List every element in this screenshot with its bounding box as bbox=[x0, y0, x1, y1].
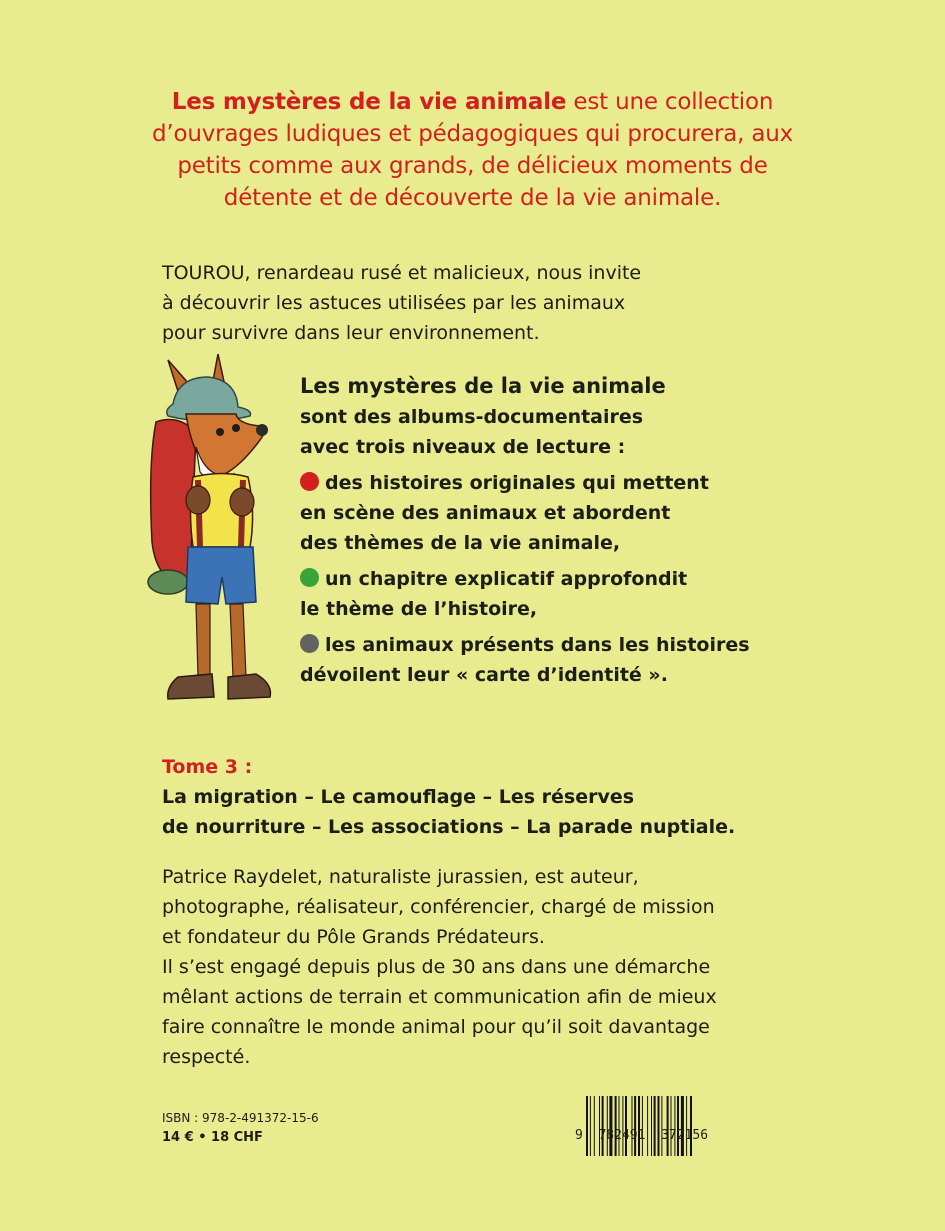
level-text: le thème de l’histoire, bbox=[300, 598, 538, 620]
barcode-bar bbox=[602, 1096, 604, 1156]
red-dot-icon bbox=[300, 472, 319, 491]
barcode-digits: 9 782491 372156 bbox=[575, 1128, 709, 1143]
bio-line: photographe, réalisateur, conférencier, chargé de mission bbox=[162, 896, 715, 918]
isbn-block bbox=[162, 1108, 319, 1148]
level-text: des thèmes de la vie animale, bbox=[300, 532, 621, 554]
barcode-bar bbox=[622, 1096, 623, 1156]
fox-hiker-illustration bbox=[138, 352, 288, 712]
tourou-line: pour survivre dans leur environnement. bbox=[162, 322, 540, 344]
levels-subtitle: avec trois niveaux de lecture : bbox=[300, 436, 626, 458]
price: 14 € • 18 CHF bbox=[162, 1130, 263, 1145]
level-item-identity bbox=[300, 630, 780, 690]
tome-section bbox=[162, 752, 802, 842]
level-item-chapter bbox=[300, 564, 780, 624]
bio-line: faire connaître le monde animal pour qu’il soit davantage bbox=[162, 1016, 710, 1038]
barcode-bar bbox=[671, 1096, 672, 1156]
barcode-bar bbox=[609, 1096, 612, 1156]
tourou-line: à découvrir les astuces utilisées par les animaux bbox=[162, 292, 626, 314]
barcode-bar bbox=[619, 1096, 620, 1156]
barcode-bar bbox=[594, 1096, 595, 1156]
grey-dot-icon bbox=[300, 634, 319, 653]
barcode bbox=[570, 1096, 750, 1156]
bio-line: respecté. bbox=[162, 1046, 251, 1068]
barcode-bar bbox=[667, 1096, 669, 1156]
bio-line: Patrice Raydelet, naturaliste jurassien, est auteur, bbox=[162, 866, 639, 888]
barcode-bar bbox=[599, 1096, 600, 1156]
collection-intro bbox=[150, 86, 795, 214]
barcode-bar bbox=[625, 1096, 627, 1156]
barcode-bar bbox=[632, 1096, 633, 1156]
level-text: dévoilent leur « carte d’identité ». bbox=[300, 664, 668, 686]
bio-line: et fondateur du Pôle Grands Prédateurs. bbox=[162, 926, 545, 948]
barcode-bar bbox=[615, 1096, 617, 1156]
barcode-bar bbox=[651, 1096, 652, 1156]
bio-line: Il s’est engagé depuis plus de 30 ans dans une démarche bbox=[162, 956, 711, 978]
isbn-number: ISBN : 978-2-491372-15-6 bbox=[162, 1111, 319, 1125]
barcode-bar bbox=[658, 1096, 660, 1156]
reading-levels bbox=[300, 370, 780, 690]
barcode-bar bbox=[634, 1096, 636, 1156]
barcode-bar bbox=[674, 1096, 675, 1156]
tourou-line: TOUROU, renardeau rusé et malicieux, nous invite bbox=[162, 262, 642, 284]
level-text: un chapitre explicatif approfondit bbox=[325, 568, 688, 590]
levels-title: Les mystères de la vie animale bbox=[300, 374, 666, 398]
green-dot-icon bbox=[300, 568, 319, 587]
barcode-bar bbox=[677, 1096, 679, 1156]
barcode-bar bbox=[654, 1096, 656, 1156]
level-text: des histoires originales qui mettent bbox=[325, 472, 709, 494]
bio-line: mêlant actions de terrain et communication afin de mieux bbox=[162, 986, 717, 1008]
tome-label: Tome 3 : bbox=[162, 756, 253, 778]
barcode-bar bbox=[642, 1096, 643, 1156]
level-text: les animaux présents dans les histoires bbox=[325, 634, 750, 656]
barcode-bar bbox=[647, 1096, 648, 1156]
barcode-bar bbox=[681, 1096, 684, 1156]
level-item-stories bbox=[300, 468, 780, 558]
author-bio bbox=[162, 862, 762, 1072]
barcode-bar bbox=[690, 1096, 692, 1156]
collection-description: est une collection d’ouvrages ludiques et pédagogiques qui procurera, aux petits comme aux grands, de délicieux moments de détente et de découverte de la vie animale. bbox=[151, 89, 794, 211]
levels-subtitle: sont des albums-documentaires bbox=[300, 406, 644, 428]
tome-themes: de nourriture – Les associations – La parade nuptiale. bbox=[162, 816, 736, 838]
tome-themes: La migration – Le camouflage – Les réserves bbox=[162, 786, 635, 808]
barcode-bar bbox=[661, 1096, 662, 1156]
barcode-bar bbox=[586, 1096, 588, 1156]
barcode-bar bbox=[607, 1096, 608, 1156]
barcode-bar bbox=[638, 1096, 640, 1156]
barcode-bar bbox=[590, 1096, 591, 1156]
level-text: en scène des animaux et abordent bbox=[300, 502, 671, 524]
tourou-paragraph bbox=[162, 258, 762, 348]
collection-title: Les mystères de la vie animale bbox=[171, 89, 567, 115]
barcode-bar bbox=[686, 1096, 687, 1156]
